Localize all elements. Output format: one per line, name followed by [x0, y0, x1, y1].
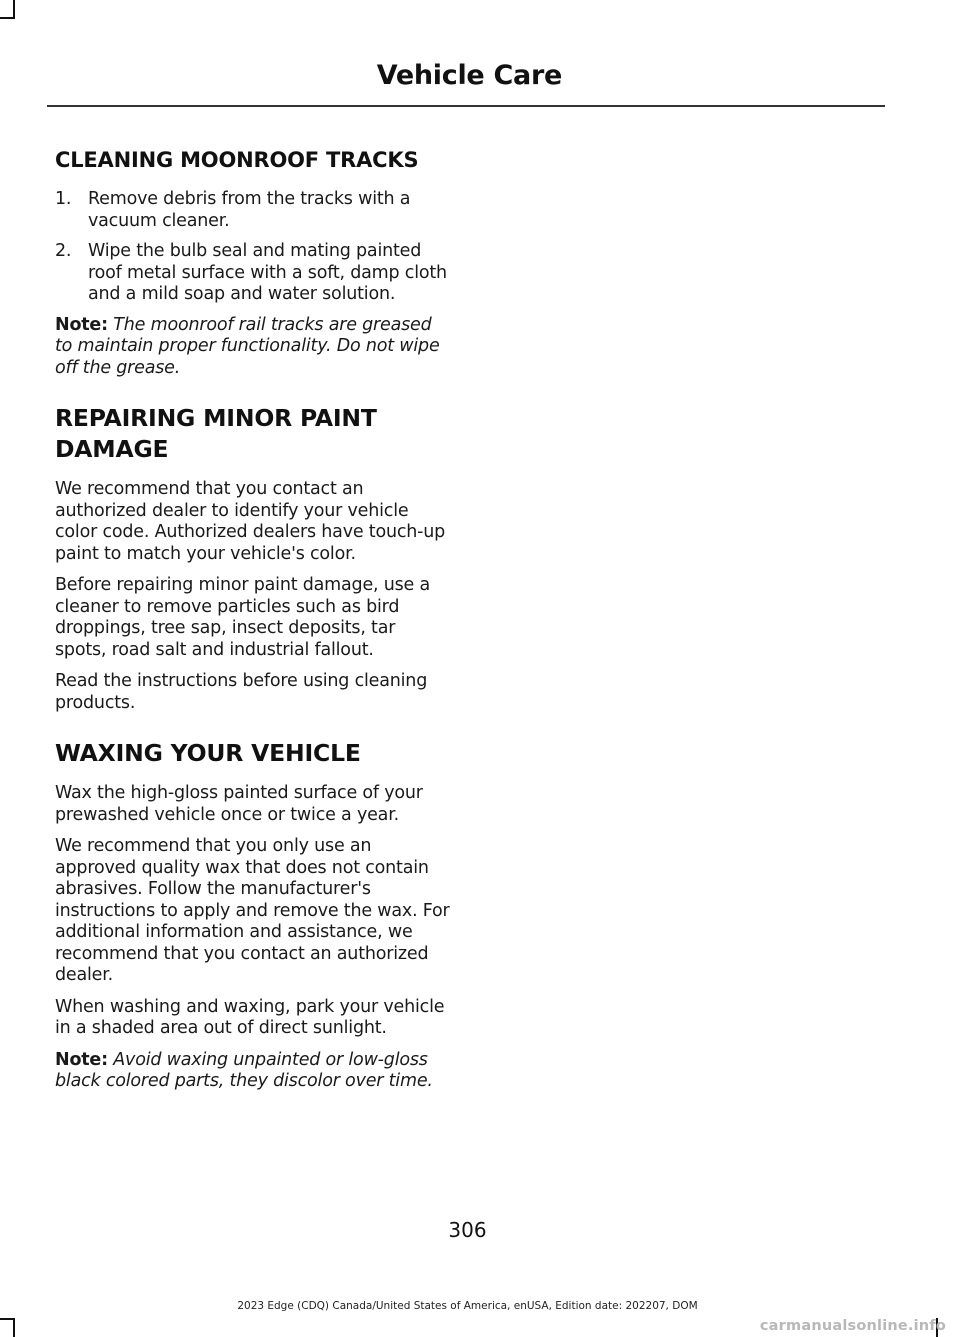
section-repairing-minor-paint-damage: [55, 403, 450, 714]
crop-mark-top-left-v: [13, 0, 15, 17]
step-text: Wipe the bulb seal and mating painted roof metal surface with a soft, damp cloth and a mild soap and water solution.: [88, 241, 447, 304]
step-text: Remove debris from the tracks with a vacuum cleaner.: [88, 189, 411, 231]
header-divider: [47, 105, 885, 107]
main-content: [55, 145, 450, 1103]
body-paragraph: We recommend that you only use an approved quality wax that does not contain abrasives. Follow the manufacturer's instructions to apply and remove the wax. For additional information and assistance, we recommend that you contact an authorized dealer.: [55, 836, 450, 985]
note-paragraph: [55, 1050, 450, 1093]
crop-mark-bottom-left-h: [0, 1318, 15, 1320]
page-header-title: Vehicle Care: [376, 60, 562, 91]
section-heading: WAXING YOUR VEHICLE: [55, 739, 361, 767]
list-item: [55, 241, 450, 306]
page-number: 306: [448, 1218, 487, 1242]
step-number: 1.: [55, 189, 72, 209]
note-text: The moonroof rail tracks are greased to maintain proper functionality. Do not wipe off the grease.: [55, 314, 440, 378]
body-paragraph: We recommend that you contact an authorized dealer to identify your vehicle color code. Authorized dealers have touch-up paint to match your vehicle's color.: [55, 479, 446, 564]
note-text: Avoid waxing unpainted or low-gloss black colored parts, they discolor over time.: [55, 1049, 433, 1091]
step-number: 2.: [55, 241, 72, 261]
list-item: [55, 189, 450, 232]
note-label: Note:: [55, 314, 108, 335]
steps-list: [55, 189, 450, 306]
section-heading-line1: REPAIRING MINOR PAINT: [55, 404, 377, 432]
section-cleaning-moonroof-tracks: [55, 145, 450, 379]
section-heading: CLEANING MOONROOF TRACKS: [55, 148, 419, 172]
crop-mark-bottom-left-v: [13, 1318, 15, 1337]
body-paragraph: When washing and waxing, park your vehicle in a shaded area out of direct sunlight.: [55, 996, 445, 1038]
footer-edition-info: 2023 Edge (CDQ) Canada/United States of America, enUSA, Edition date: 202207, DOM: [237, 1300, 698, 1312]
body-paragraph: Wax the high-gloss painted surface of your prewashed vehicle once or twice a year.: [55, 783, 423, 825]
body-paragraph: Read the instructions before using cleaning products.: [55, 671, 428, 713]
section-waxing-your-vehicle: [55, 738, 450, 1093]
watermark-text: carmanualsonline.info: [759, 1318, 946, 1334]
note-label: Note:: [55, 1049, 108, 1070]
crop-mark-top-left-h: [0, 17, 15, 19]
note-paragraph: [55, 315, 450, 380]
section-heading-line2: DAMAGE: [55, 435, 169, 463]
body-paragraph: Before repairing minor paint damage, use a cleaner to remove particles such as bird droppings, tree sap, insect deposits, tar spots, road salt and industrial fallout.: [55, 575, 431, 660]
section-heading: [55, 403, 450, 465]
